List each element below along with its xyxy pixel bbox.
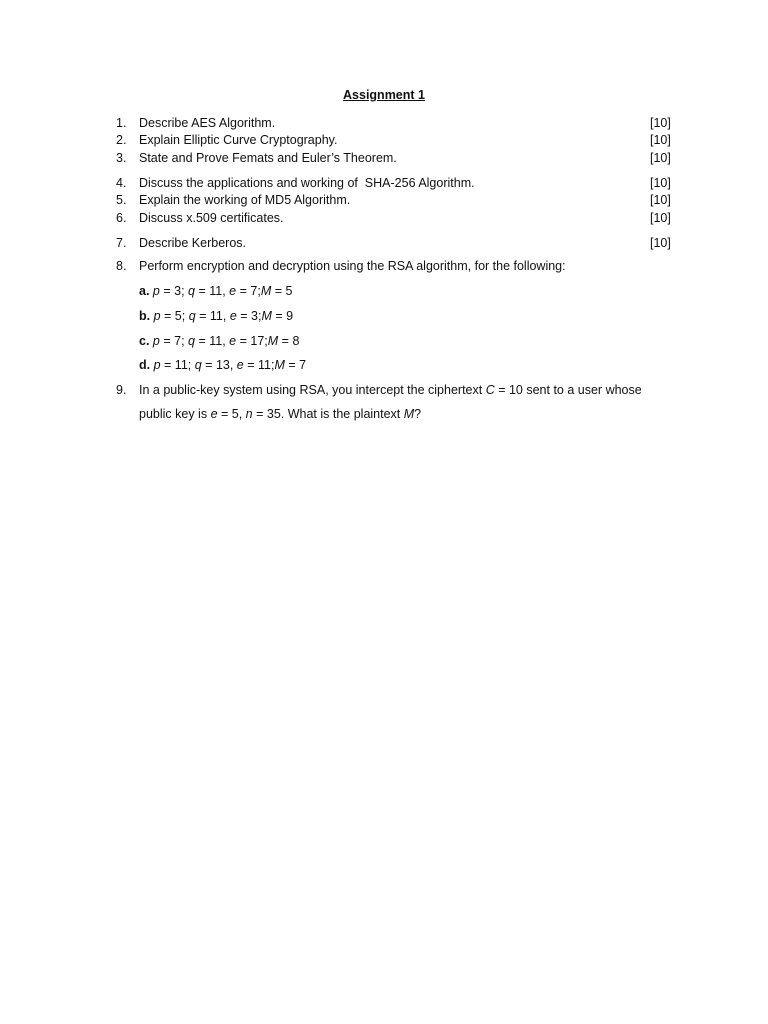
question-item — [0, 132, 768, 149]
question-item — [0, 175, 768, 192]
question-number: 9. — [116, 383, 127, 397]
sub-item-label: c. — [139, 334, 150, 348]
sub-item-q: 13 — [215, 358, 230, 372]
question-text: Explain the working of MD5 Algorithm. — [139, 193, 351, 207]
question-text: Describe AES Algorithm. — [139, 116, 276, 130]
question-text: public key is — [139, 407, 211, 421]
sub-item-q: 11 — [209, 309, 223, 323]
question-text: = 35. What is the plaintext — [252, 407, 404, 421]
question-text: State and Prove Femats and Euler’s Theorem. — [139, 151, 397, 165]
sub-item-e: 17 — [250, 334, 265, 348]
question-text: Explain Elliptic Curve Cryptography. — [139, 133, 338, 147]
question-item — [0, 382, 768, 399]
question-number: 5. — [116, 193, 127, 207]
question-item — [0, 210, 768, 227]
question-number: 2. — [116, 133, 127, 147]
question-number: 3. — [116, 151, 127, 165]
sub-item-m: 8 — [292, 334, 300, 348]
sub-item-p: 3 — [174, 284, 182, 298]
document-title: Assignment 1 — [343, 88, 425, 102]
sub-item-m: 7 — [299, 358, 307, 372]
question-continuation — [0, 406, 768, 423]
sub-item-q: 11 — [209, 284, 223, 298]
sub-item-label: a. — [139, 284, 150, 298]
question-item — [0, 150, 768, 167]
question-item — [0, 235, 768, 252]
question-item — [0, 115, 768, 132]
question-marks: [10] — [650, 236, 671, 250]
sub-item-e: 7 — [250, 284, 258, 298]
sub-item: c. p = 7; q = 11, e = 17;M = 8 — [139, 334, 300, 348]
sub-item-m: 5 — [285, 284, 293, 298]
question-text: Perform encryption and decryption using the RSA algorithm, for the following: — [139, 259, 566, 273]
question-marks: [10] — [650, 211, 671, 225]
question-marks: [10] — [650, 176, 671, 190]
sub-item-m: 9 — [286, 309, 294, 323]
sub-item-p: 7 — [174, 334, 182, 348]
sub-item-q: 11 — [209, 334, 223, 348]
question-marks: [10] — [650, 133, 671, 147]
question-marks: [10] — [650, 151, 671, 165]
sub-item-p: 11 — [174, 358, 188, 372]
sub-item-e: 11 — [258, 358, 271, 372]
question-text: Discuss the applications and working of SHA-256 Algorithm. — [139, 176, 475, 190]
question-text: In a public-key system using RSA, you intercept the ciphertext — [139, 383, 486, 397]
question-text: = 5, — [217, 407, 246, 421]
sub-item-e: 3 — [251, 309, 258, 323]
sub-item: b. p = 5; q = 11, e = 3;M = 9 — [139, 309, 294, 323]
question-text: = 10 sent to a user whose — [494, 383, 642, 397]
question-number: 6. — [116, 211, 127, 225]
question-number: 4. — [116, 176, 127, 190]
sub-item-label: d. — [139, 358, 151, 372]
question-item — [0, 192, 768, 209]
question-number: 8. — [116, 259, 127, 273]
question-marks: [10] — [650, 193, 671, 207]
question-item — [0, 258, 768, 275]
sub-item-label: b. — [139, 309, 151, 323]
question-number: 1. — [116, 116, 127, 130]
question-text: Describe Kerberos. — [139, 236, 246, 250]
sub-item: d. p = 11; q = 13, e = 11;M = 7 — [139, 358, 307, 372]
variable-m: M — [403, 407, 415, 421]
variable-n: n — [245, 407, 253, 421]
variable-c: C — [485, 383, 495, 397]
question-number: 7. — [116, 236, 127, 250]
variable-e: e — [210, 407, 218, 421]
sub-item: a. p = 3; q = 11, e = 7;M = 5 — [139, 284, 293, 298]
question-text: ? — [414, 407, 422, 421]
question-text: Discuss x.509 certificates. — [139, 211, 284, 225]
question-marks: [10] — [650, 116, 671, 130]
sub-item-p: 5 — [174, 309, 182, 323]
